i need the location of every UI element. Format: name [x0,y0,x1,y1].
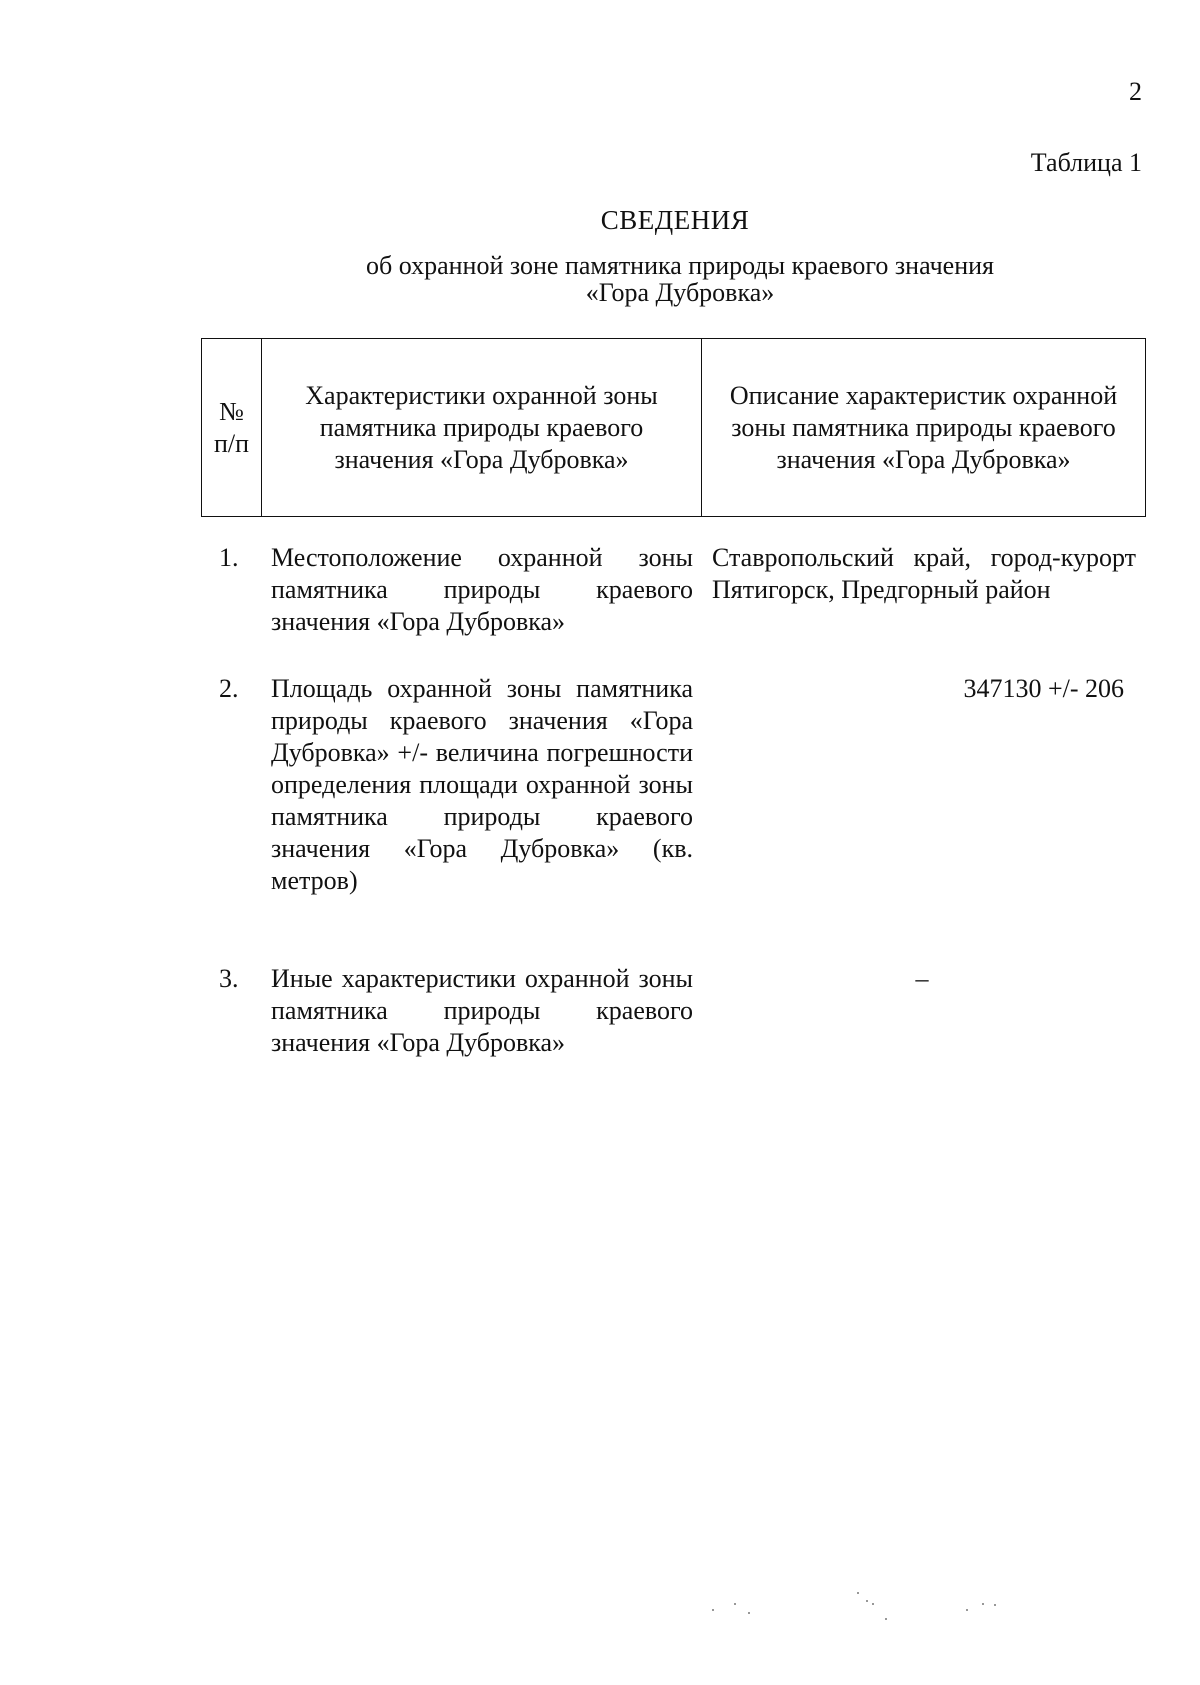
document-title [0,204,1200,236]
row-characteristic: Площадь охранной зоны памятника природы краевого значения «Гора Дубровка» +/- величина погрешности определения площади охранной зоны памятника природы краевого значения «Гора Дубровка» (кв. метров) [271,674,693,895]
scan-speck [994,1604,996,1606]
scan-speck [866,1600,868,1602]
row-description: 347130 +/- 206 [963,674,1124,703]
subtitle-line-2: «Гора Дубровка» [585,278,775,307]
header-number-label: № п/п [213,396,250,458]
row-characteristic: Иные характеристики охранной зоны памятника природы краевого значения «Гора Дубровка» [271,964,693,1057]
table-label: Таблица 1 [1030,148,1142,177]
scan-speck [734,1603,736,1605]
scan-speck [982,1603,984,1605]
document-title-text: СВЕДЕНИЯ [600,205,750,235]
scan-speck [748,1612,750,1614]
scan-speck [872,1603,874,1605]
header-characteristics-label: Характеристики охранной зоны памятника природы краевого значения «Гора Дубровка» [305,380,658,474]
scan-speck [857,1592,859,1594]
row-characteristic: Местоположение охранной зоны памятника природы краевого значения «Гора Дубровка» [271,543,693,636]
header-number-cell [202,339,262,516]
row-description: Ставропольский край, город-курорт Пятигорск, Предгорный район [712,543,1136,604]
document-subtitle [330,252,1030,306]
subtitle-line-1: об охранной зоне памятника природы краевого значения [366,251,994,280]
header-description-label: Описание характеристик охранной зоны памятника природы краевого значения «Гора Дубровка» [729,380,1118,474]
header-description-cell [702,339,1145,516]
page-number: 2 [1129,77,1142,106]
row-description: – [915,964,929,993]
scan-speck [712,1609,714,1611]
row-number: 2. [219,674,239,703]
scan-speck [966,1609,968,1611]
table-header [201,338,1146,517]
row-number: 1. [219,543,239,572]
header-characteristics-cell [262,339,702,516]
scan-speck [885,1618,887,1620]
row-number: 3. [219,964,239,993]
